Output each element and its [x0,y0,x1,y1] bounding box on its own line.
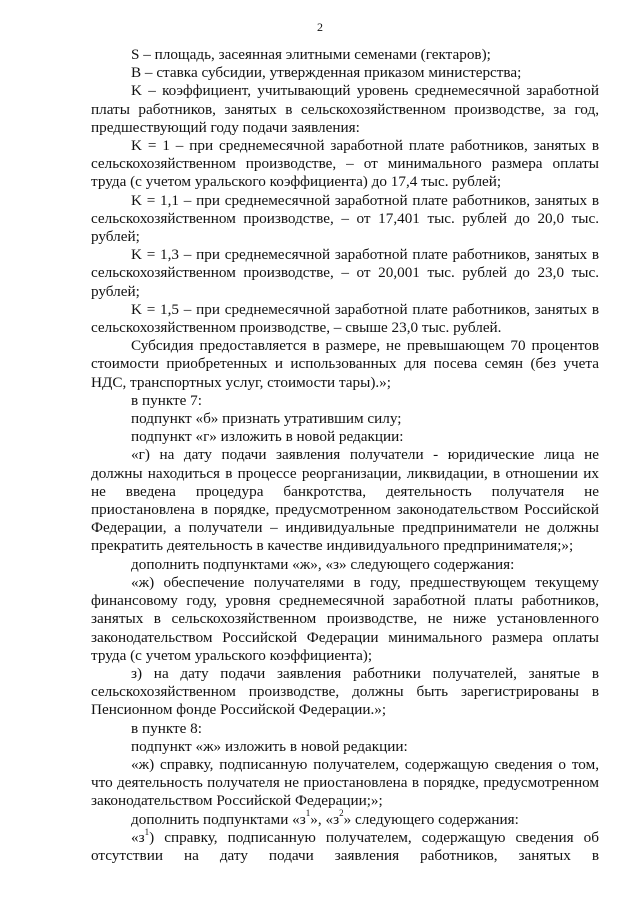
last-paragraph-after: ) справку, подписанную получателем, содержащую сведения об отсутствии на дату подачи заявления работников, занятых в [91,828,599,864]
supplement-intro-middle: », «з [310,810,340,828]
paragraph-b-definition: B – ставка субсидии, утвержденная приказом министерства; [131,64,522,82]
paragraph-subpoint-zh-new: «ж) справку, подписанную получателем, содержащую сведения о том, что деятельность получателя не приостановлена в порядке, предусмотренном законодательством Российской Федерации;»; [91,755,599,810]
paragraph-k-1-5: K = 1,5 – при среднемесячной заработной плате работников, занятых в сельскохозяйственном производстве, – свыше 23,0 тыс. рублей. [91,300,599,337]
paragraph-subpoint-g-text: «г) на дату подачи заявления получатели - юридические лица не должны находиться в процессе реорганизации, ликвидации, в отношении их не введена процедура банкротства, деятельность получателя не приостановлена в порядке, предусмотренном законодательством Российской Федерации, а получатели – индивидуальные предприниматели не должны прекратить деятельность в качестве индивидуального предпринимателя;»; [91,446,599,555]
paragraph-k-1: K = 1 – при среднемесячной заработной плате работников, занятых в сельскохозяйственном производстве, – от минимального размера оплаты труда (с учетом уральского коэффициента) до 17,4 тыс. рублей; [91,137,599,191]
paragraph-s-definition: S – площадь, засеянная элитными семенами (гектаров); [131,46,491,63]
paragraph-subpoint-z-text: з) на дату подачи заявления работники получателей, занятые в сельскохозяйственном производстве, должны быть зарегистрированы в Пенсионном фонде Российской Федерации.»; [91,664,599,719]
supplement-intro-before: дополнить подпунктами «з [131,810,306,828]
paragraph-subpoint-g-intro: подпункт «г» изложить в новой редакции: [131,428,404,446]
paragraph-point-8: в пункте 8: [131,719,202,737]
paragraph-k-definition: K – коэффициент, учитывающий уровень среднемесячной заработной платы работников, занятых в сельскохозяйственном производстве, за год, предшествующий году подачи заявления: [91,82,599,136]
paragraph-subpoint-b: подпункт «б» признать утратившим силу; [131,410,402,428]
paragraph-k-1-3: K = 1,3 – при среднемесячной заработной плате работников, занятых в сельскохозяйственном производстве, – от 20,001 тыс. рублей до 23,0 тыс. рублей; [91,246,599,300]
last-paragraph-superscript: 1 [144,826,150,837]
last-paragraph-before: «з [131,828,145,846]
paragraph-subpoint-zh-text: «ж) обеспечение получателями в году, предшествующем текущему финансовому году, уровня среднемесячной заработной платы работников, занятых в сельскохозяйственном производстве, не ниже установленного законодательством Российской Федерации минимального размера оплаты труда (с учетом уральского коэффициента); [91,573,599,664]
superscript-2: 2 [339,808,344,819]
paragraph-add-zh-z: дополнить подпунктами «ж», «з» следующего содержания: [131,555,515,573]
supplement-intro-after: » следующего содержания: [343,810,519,828]
page-number: 2 [317,20,323,34]
paragraph-k-1-1: K = 1,1 – при среднемесячной заработной плате работников, занятых в сельскохозяйственном производстве, – от 17,401 тыс. рублей до 20,0 тыс. рублей; [91,191,599,246]
document-body [91,46,599,865]
paragraph-point-7: в пункте 7: [131,391,202,409]
paragraph-add-z1-z2 [91,808,599,829]
paragraph-subpoint-z1-text [91,826,599,865]
paragraph-subsidy-limit: Субсидия предоставляется в размере, не превышающем 70 процентов стоимости приобретенных и использованных для посева семян (без учета НДС, транспортных услуг, стоимости тары).»; [91,337,599,391]
superscript-1: 1 [305,808,311,819]
paragraph-subpoint-zh-intro: подпункт «ж» изложить в новой редакции: [131,737,408,755]
